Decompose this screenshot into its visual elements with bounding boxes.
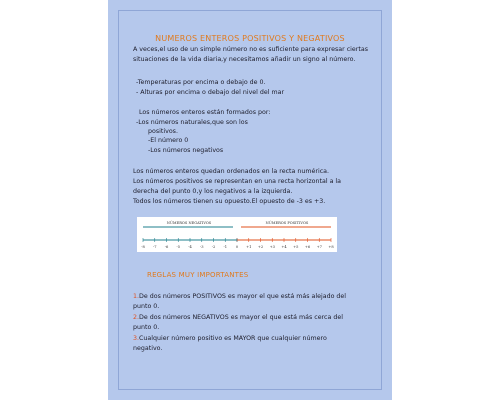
tick-label: +7 [316, 245, 322, 249]
rule-number: 2. [133, 314, 140, 321]
tick-label: +5 [293, 245, 299, 249]
tick-label: -8 [141, 245, 145, 249]
rule-item [133, 334, 373, 343]
tick-label: +8 [328, 245, 334, 249]
ordered-line: derecha del punto 0,y los negativos a la izquierda. [133, 188, 293, 195]
tick-label: +2 [257, 245, 264, 249]
tick-label: +1 [246, 245, 252, 249]
tick-label: -2 [211, 245, 216, 249]
tick-label: -4 [188, 245, 192, 249]
rule-continuation: punto 0. [133, 324, 160, 331]
negative-numbers-label: NÚMEROS NEGATIVOS [166, 221, 212, 225]
rule-item [133, 292, 373, 301]
ordered-line: Los números enteros quedan ordenados en la recta numérica. [133, 168, 330, 175]
tick-label: +4 [281, 245, 287, 249]
example-line: - Alturas por encima o debajo del nivel del mar [136, 89, 285, 96]
rule-number: 3. [133, 335, 140, 342]
rule-continuation: punto 0. [133, 303, 160, 310]
page-title: NUMEROS ENTEROS POSITIVOS Y NEGATIVOS [155, 34, 345, 43]
positive-numbers-label: NÚMEROS POSITIVOS [265, 221, 309, 225]
number-line-figure [137, 217, 337, 252]
formed-line: -Los números negativos [148, 147, 224, 154]
tick-label: -5 [176, 245, 181, 249]
rule-continuation: negativo. [133, 345, 163, 352]
tick-label: +3 [269, 245, 275, 249]
intro-line: situaciones de la vida diaria,y necesitamos añadir un signo al número. [133, 56, 356, 63]
rule-text: De dos números NEGATIVOS es mayor el que está más cerca del [139, 314, 343, 321]
formed-line: -Los números naturales,que son los [136, 119, 248, 126]
tick-label: -3 [199, 245, 204, 249]
tick-label: 0 [235, 245, 239, 249]
formed-line: -El número 0 [148, 137, 189, 144]
intro-line: A veces,el uso de un simple número no es suficiente para expresar ciertas [133, 46, 369, 53]
tick-label: -1 [223, 245, 228, 249]
example-line: -Temperaturas por encima o debajo de 0. [136, 79, 266, 86]
ordered-line: Todos los números tienen su opuesto.El opuesto de -3 es +3. [133, 198, 326, 205]
formed-line: Los números enteros están formados por: [139, 109, 271, 116]
rule-item [133, 313, 373, 322]
tick-label: +6 [304, 245, 311, 249]
formed-line: positivos. [148, 128, 178, 135]
number-line-svg [137, 217, 337, 252]
rule-text: De dos números POSITIVOS es mayor el que está más alejado del [139, 293, 347, 300]
tick-label: -7 [152, 245, 157, 249]
ordered-line: Los números positivos se representan en una recta horizontal a la [133, 178, 342, 185]
rules-title: REGLAS MUY IMPORTANTES [147, 271, 249, 279]
tick-label: -6 [164, 245, 169, 249]
rule-text: Cualquier número positivo es MAYOR que cualquier número [139, 335, 327, 342]
rule-number: 1. [133, 293, 140, 300]
